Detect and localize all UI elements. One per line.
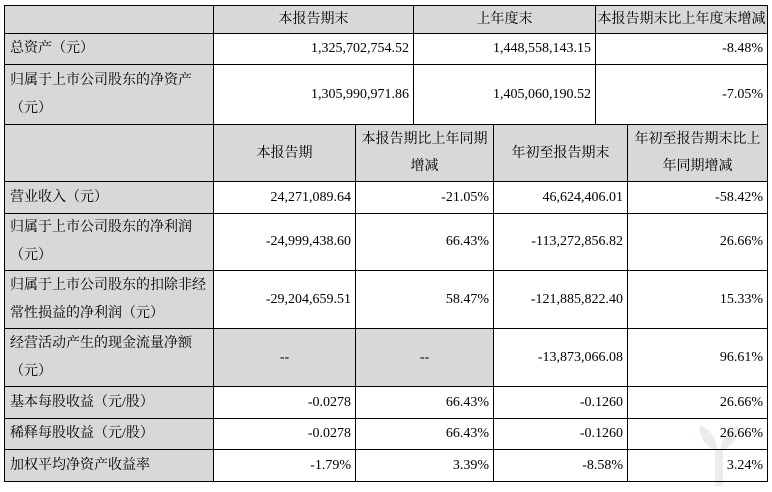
reporting-period-summary-table [4, 124, 768, 482]
column-header-change-vs-same-period: 本报告期比上年同期增减 [356, 125, 494, 182]
table-cell: -13,873,066.08 [494, 329, 628, 387]
table-cell: 66.43% [356, 419, 494, 450]
table-cell: -1.79% [214, 450, 356, 482]
row-label-diluted-eps: 稀释每股收益（元/股） [5, 419, 214, 450]
table-cell: -113,272,856.82 [494, 214, 628, 271]
table-cell: -29,204,659.51 [214, 271, 356, 329]
table-cell: 3.39% [356, 450, 494, 482]
table-cell: 3.24% [628, 450, 768, 482]
table-cell: -0.0278 [214, 419, 356, 450]
corner-cell [5, 125, 214, 182]
period-end-summary-table [4, 5, 768, 125]
table-cell-not-applicable: -- [214, 329, 356, 387]
table-cell: -121,885,822.40 [494, 271, 628, 329]
table-cell: -24,999,438.60 [214, 214, 356, 271]
table-row [5, 182, 768, 214]
column-header-prior-year-end: 上年度末 [414, 6, 596, 34]
table-row [5, 387, 768, 419]
table-cell: 26.66% [628, 419, 768, 450]
table-cell: -0.1260 [494, 387, 628, 419]
column-header-current-period-end: 本报告期末 [214, 6, 414, 34]
table-cell: -0.1260 [494, 419, 628, 450]
corner-cell [5, 6, 214, 34]
row-label-net-cash-flow-operating: 经营活动产生的现金流量净额（元） [5, 329, 214, 387]
column-header-ytd-change-vs-same-period: 年初至报告期末比上年同期增减 [628, 125, 768, 182]
row-label-operating-revenue: 营业收入（元） [5, 182, 214, 214]
table-cell: 26.66% [628, 387, 768, 419]
table-cell: -8.48% [596, 34, 768, 65]
table-cell: 26.66% [628, 214, 768, 271]
row-label-weighted-average-roe: 加权平均净资产收益率 [5, 450, 214, 482]
financial-summary-page [0, 5, 772, 491]
table-cell: -0.0278 [214, 387, 356, 419]
table-row [5, 214, 768, 271]
table-cell-not-applicable: -- [356, 329, 494, 387]
row-label-basic-eps: 基本每股收益（元/股） [5, 387, 214, 419]
table-cell: 1,405,060,190.52 [414, 65, 596, 125]
table-row [5, 329, 768, 387]
table-row [5, 271, 768, 329]
table-cell: 96.61% [628, 329, 768, 387]
column-header-year-to-date: 年初至报告期末 [494, 125, 628, 182]
table-cell: 66.43% [356, 214, 494, 271]
table-cell: 1,305,990,971.86 [214, 65, 414, 125]
table-cell: -7.05% [596, 65, 768, 125]
table-cell: 24,271,089.64 [214, 182, 356, 214]
table-cell: 15.33% [628, 271, 768, 329]
table-header-row [5, 6, 768, 34]
table-cell: -58.42% [628, 182, 768, 214]
table-cell: 66.43% [356, 387, 494, 419]
row-label-net-profit-attributable: 归属于上市公司股东的净利润（元） [5, 214, 214, 271]
table-cell: 58.47% [356, 271, 494, 329]
table-cell: 1,448,558,143.15 [414, 34, 596, 65]
row-label-total-assets: 总资产（元） [5, 34, 214, 65]
table-row [5, 419, 768, 450]
table-row [5, 34, 768, 65]
table-cell: 1,325,702,754.52 [214, 34, 414, 65]
row-label-net-profit-excluding-nonrecurring: 归属于上市公司股东的扣除非经常性损益的净利润（元） [5, 271, 214, 329]
table-cell: -8.58% [494, 450, 628, 482]
row-label-net-assets-attributable: 归属于上市公司股东的净资产（元） [5, 65, 214, 125]
table-row [5, 450, 768, 482]
table-header-row [5, 125, 768, 182]
column-header-current-period: 本报告期 [214, 125, 356, 182]
table-cell: -21.05% [356, 182, 494, 214]
table-cell: 46,624,406.01 [494, 182, 628, 214]
table-row [5, 65, 768, 125]
column-header-change-vs-prior-year-end: 本报告期末比上年度末增减 [596, 6, 768, 34]
